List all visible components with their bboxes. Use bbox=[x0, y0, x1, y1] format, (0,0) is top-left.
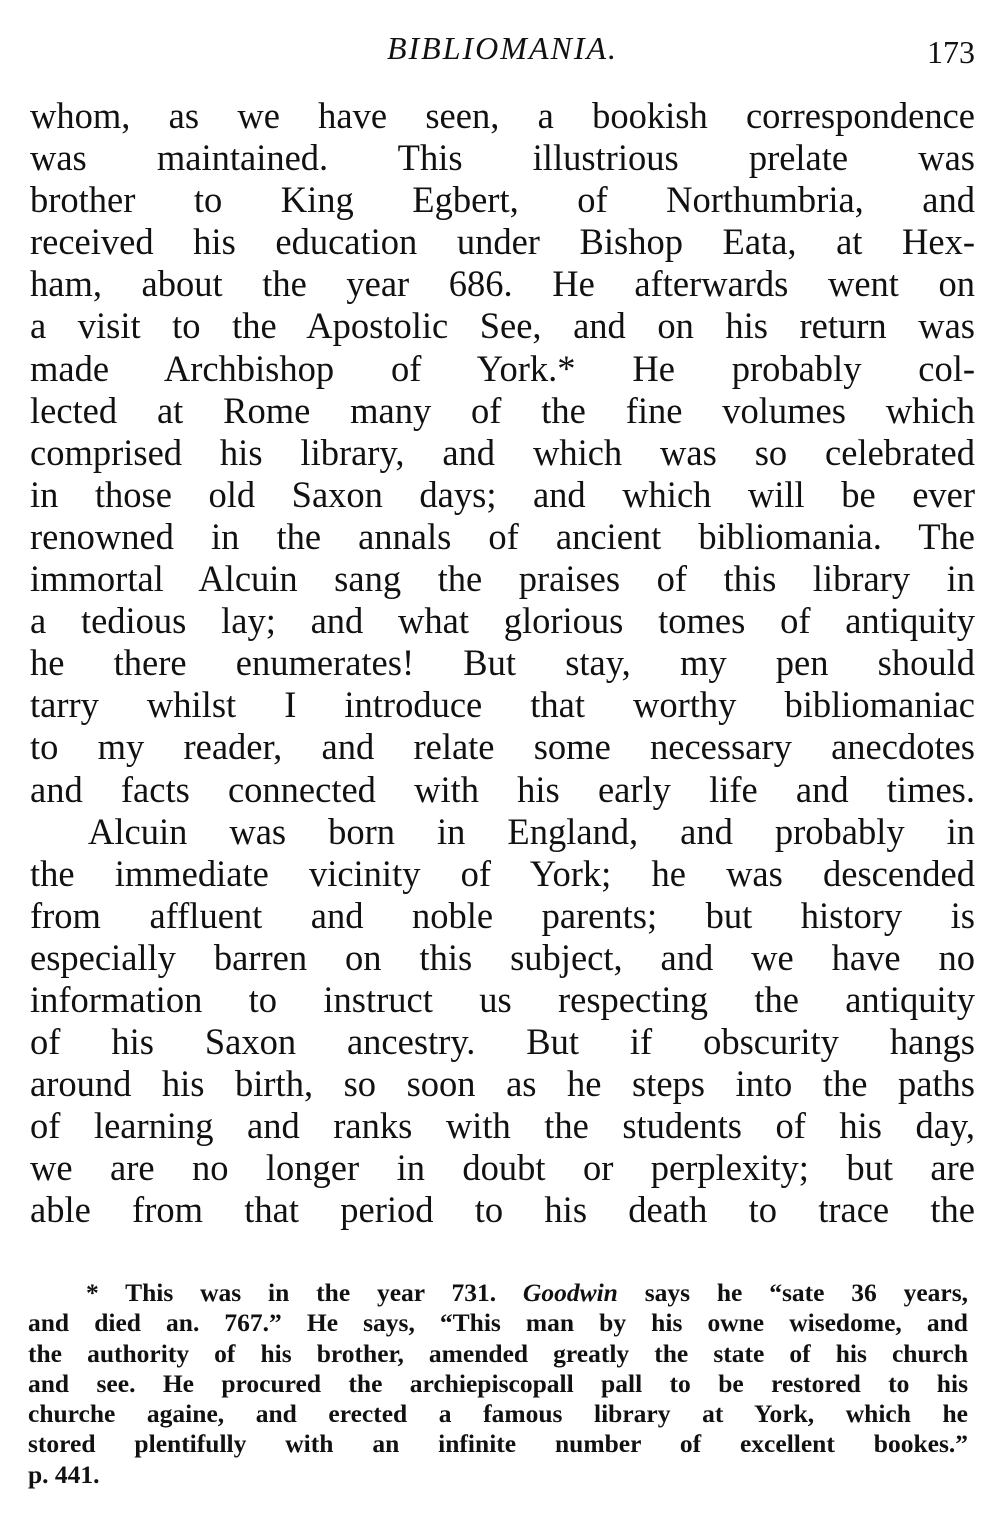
text-line: whom, as we have seen, a bookish correspondence bbox=[30, 95, 975, 136]
text-line: from affluent and noble parents; but history is bbox=[30, 894, 975, 936]
running-title: BIBLIOMANIA. bbox=[386, 30, 619, 66]
footnote-line: the authority of his brother, amended greatly the state of his church bbox=[28, 1338, 968, 1368]
text-line: of his Saxon ancestry. But if obscurity hangs bbox=[30, 1021, 975, 1063]
text-line: brother to King Egbert, of Northumbria, and bbox=[30, 179, 975, 221]
footnote-suffix: says he “sate 36 years, bbox=[644, 1278, 969, 1307]
text-line: and facts connected with his early life and times. bbox=[30, 768, 975, 810]
footnote bbox=[28, 1278, 968, 1490]
footnote-line: stored plentifully with an infinite number of excellent bookes.” bbox=[28, 1429, 968, 1459]
page-number: 173 bbox=[927, 34, 975, 70]
text-line: a visit to the Apostolic See, and on his return was bbox=[30, 305, 975, 347]
running-header bbox=[30, 28, 975, 72]
text-line: of learning and ranks with the students of his day, bbox=[30, 1105, 975, 1147]
footnote-author: Goodwin bbox=[522, 1278, 618, 1307]
text-line: made Archbishop of York.* He probably col- bbox=[30, 347, 975, 389]
text-line: we are no longer in doubt or perplexity; but are bbox=[30, 1147, 975, 1189]
text-line: a tedious lay; and what glorious tomes of antiquity bbox=[30, 600, 975, 642]
text-line: was maintained. This illustrious prelate was bbox=[30, 137, 975, 179]
text-line: renowned in the annals of ancient bibliomania. The bbox=[30, 515, 975, 557]
text-line: Alcuin was born in England, and probably in bbox=[88, 810, 975, 852]
text-line: able from that period to his death to trace the bbox=[30, 1189, 975, 1231]
text-line: received his education under Bishop Eata, at Hex- bbox=[30, 221, 975, 263]
footnote-line: and died an. 767.” He says, “This man by his owne wisedome, and bbox=[28, 1308, 968, 1338]
text-line: information to instruct us respecting the antiquity bbox=[30, 978, 975, 1020]
text-line: comprised his library, and which was so celebrated bbox=[30, 431, 975, 473]
body-text bbox=[30, 95, 975, 1232]
text-line: the immediate vicinity of York; he was descended bbox=[30, 852, 975, 894]
text-line: tarry whilst I introduce that worthy bibliomaniac bbox=[30, 684, 975, 726]
text-line: especially barren on this subject, and we have no bbox=[30, 936, 975, 978]
text-line: ham, about the year 686. He afterwards went on bbox=[30, 263, 975, 305]
footnote-line: p. 441. bbox=[28, 1459, 100, 1489]
text-line: in those old Saxon days; and which will be ever bbox=[30, 473, 975, 515]
footnote-line bbox=[28, 1278, 968, 1308]
footnote-prefix: * This was in the year 731. bbox=[86, 1278, 497, 1307]
text-line: lected at Rome many of the fine volumes which bbox=[30, 389, 975, 431]
text-line: immortal Alcuin sang the praises of this library in bbox=[30, 558, 975, 600]
text-line: he there enumerates! But stay, my pen should bbox=[30, 642, 975, 684]
footnote-line: churche againe, and erected a famous library at York, which he bbox=[28, 1399, 968, 1429]
text-line: to my reader, and relate some necessary anecdotes bbox=[30, 726, 975, 768]
footnote-line: and see. He procured the archiepiscopall pall to be restored to his bbox=[28, 1368, 968, 1398]
text-line: around his birth, so soon as he steps into the paths bbox=[30, 1063, 975, 1105]
